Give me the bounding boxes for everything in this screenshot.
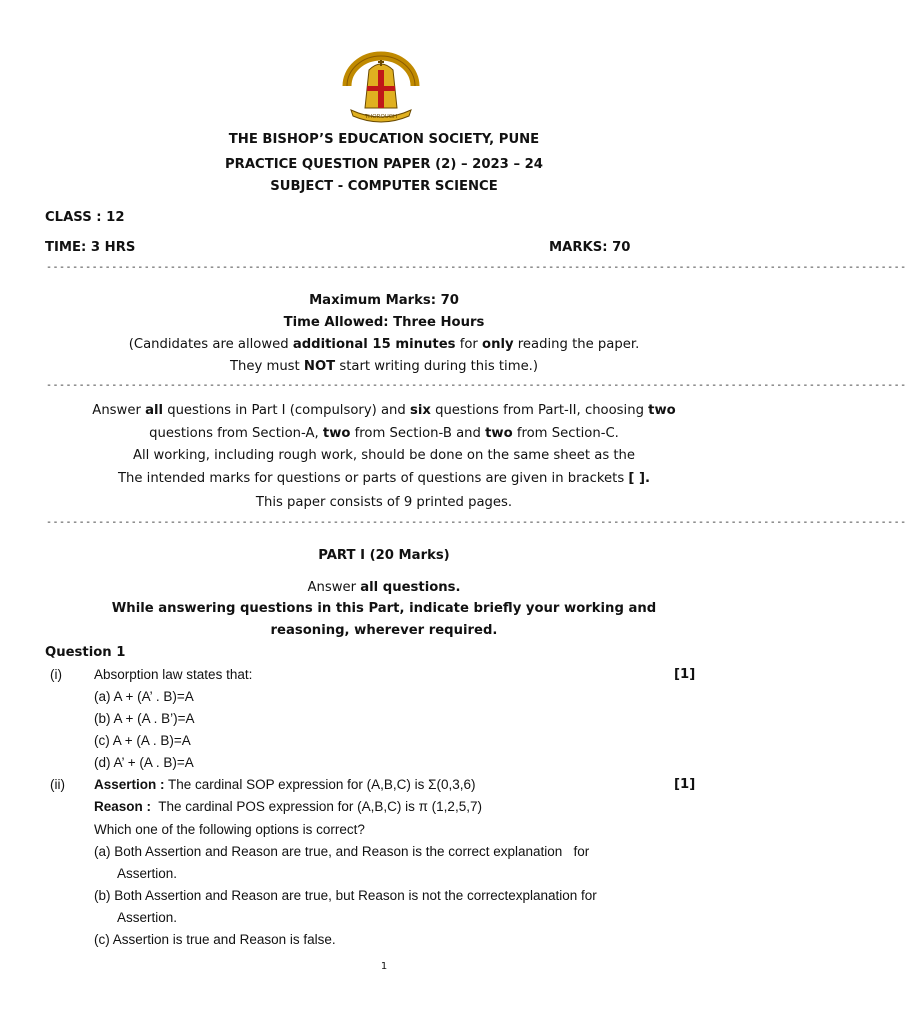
q1-ii-option-a-cont: Assertion. [117, 866, 178, 881]
pages-count: This paper consists of 9 printed pages. [255, 495, 513, 510]
working-instruction: All working, including rough work, should be done on the same sheet as the [132, 448, 636, 463]
q1-i-option-c: (c) A + (A . B)=A [94, 733, 191, 748]
time-allowed: Time Allowed: Three Hours [283, 315, 485, 330]
q1-ii-option-b: (b) Both Assertion and Reason are true, but Reason is not the correctexplanation for [94, 888, 597, 903]
class-label: CLASS : 12 [45, 210, 125, 225]
reading-time-line2: They must NOT start writing during this time.) [229, 359, 539, 374]
answer-instruction-line2: questions from Section-A, two from Section-B and two from Section-C. [149, 426, 619, 441]
part1-note-line2: reasoning, wherever required. [270, 623, 498, 638]
q1-i-text: Absorption law states that: [94, 667, 253, 682]
q1-ii-number: (ii) [50, 777, 65, 792]
q1-i-option-a: (a) A + (A’ . B)=A [94, 689, 194, 704]
marks-label: MARKS: 70 [549, 240, 631, 255]
question1-label: Question 1 [45, 645, 126, 660]
marks-brackets-instruction: The intended marks for questions or parts of questions are given in brackets [ ]. [117, 471, 651, 486]
org-name: THE BISHOP’S EDUCATION SOCIETY, PUNE [228, 132, 540, 147]
max-marks: Maximum Marks: 70 [309, 293, 459, 308]
part1-answer-all: Answer all questions. [307, 580, 461, 595]
q1-i-option-d: (d) A’ + (A . B)=A [94, 755, 194, 770]
part1-note-line1: While answering questions in this Part, indicate briefly your working and [111, 601, 657, 616]
page-number: 1 [380, 961, 388, 972]
divider: ------------------------------------------------------------------------------------------------------------------------------------ [46, 262, 907, 273]
divider: ------------------------------------------------------------------------------------------------------------------------------------ [46, 380, 907, 391]
q1-ii-marks: [1] [674, 777, 696, 792]
q1-ii-option-a: (a) Both Assertion and Reason are true, and Reason is the correct explanation for [94, 844, 590, 859]
part1-title: PART I (20 Marks) [318, 548, 450, 563]
q1-ii-assertion: Assertion : The cardinal SOP expression for (A,B,C) is Σ(0,3,6) [94, 777, 476, 792]
q1-ii-prompt: Which one of the following options is correct? [94, 822, 365, 837]
q1-i-option-b: (b) A + (A . B’)=A [94, 711, 195, 726]
time-label: TIME: 3 HRS [45, 240, 136, 255]
q1-ii-reason: Reason : The cardinal POS expression for (A,B,C) is π (1,2,5,7) [94, 799, 482, 814]
q1-i-marks: [1] [674, 667, 696, 682]
q1-ii-option-b-cont: Assertion. [117, 910, 178, 925]
school-crest-logo [341, 56, 421, 122]
answer-instruction-line1: Answer all questions in Part I (compulsory) and six questions from Part-II, choosing two [92, 403, 676, 418]
logo-motto: THOROUGH [364, 114, 398, 120]
q1-i-number: (i) [50, 667, 62, 682]
reading-time-line1: (Candidates are allowed additional 15 minutes for only reading the paper. [128, 337, 640, 352]
divider: ------------------------------------------------------------------------------------------------------------------------------------ [46, 517, 907, 528]
subject-title: SUBJECT - COMPUTER SCIENCE [270, 179, 498, 194]
q1-ii-option-c: (c) Assertion is true and Reason is false. [94, 932, 336, 947]
paper-title: PRACTICE QUESTION PAPER (2) – 2023 – 24 [225, 157, 543, 172]
